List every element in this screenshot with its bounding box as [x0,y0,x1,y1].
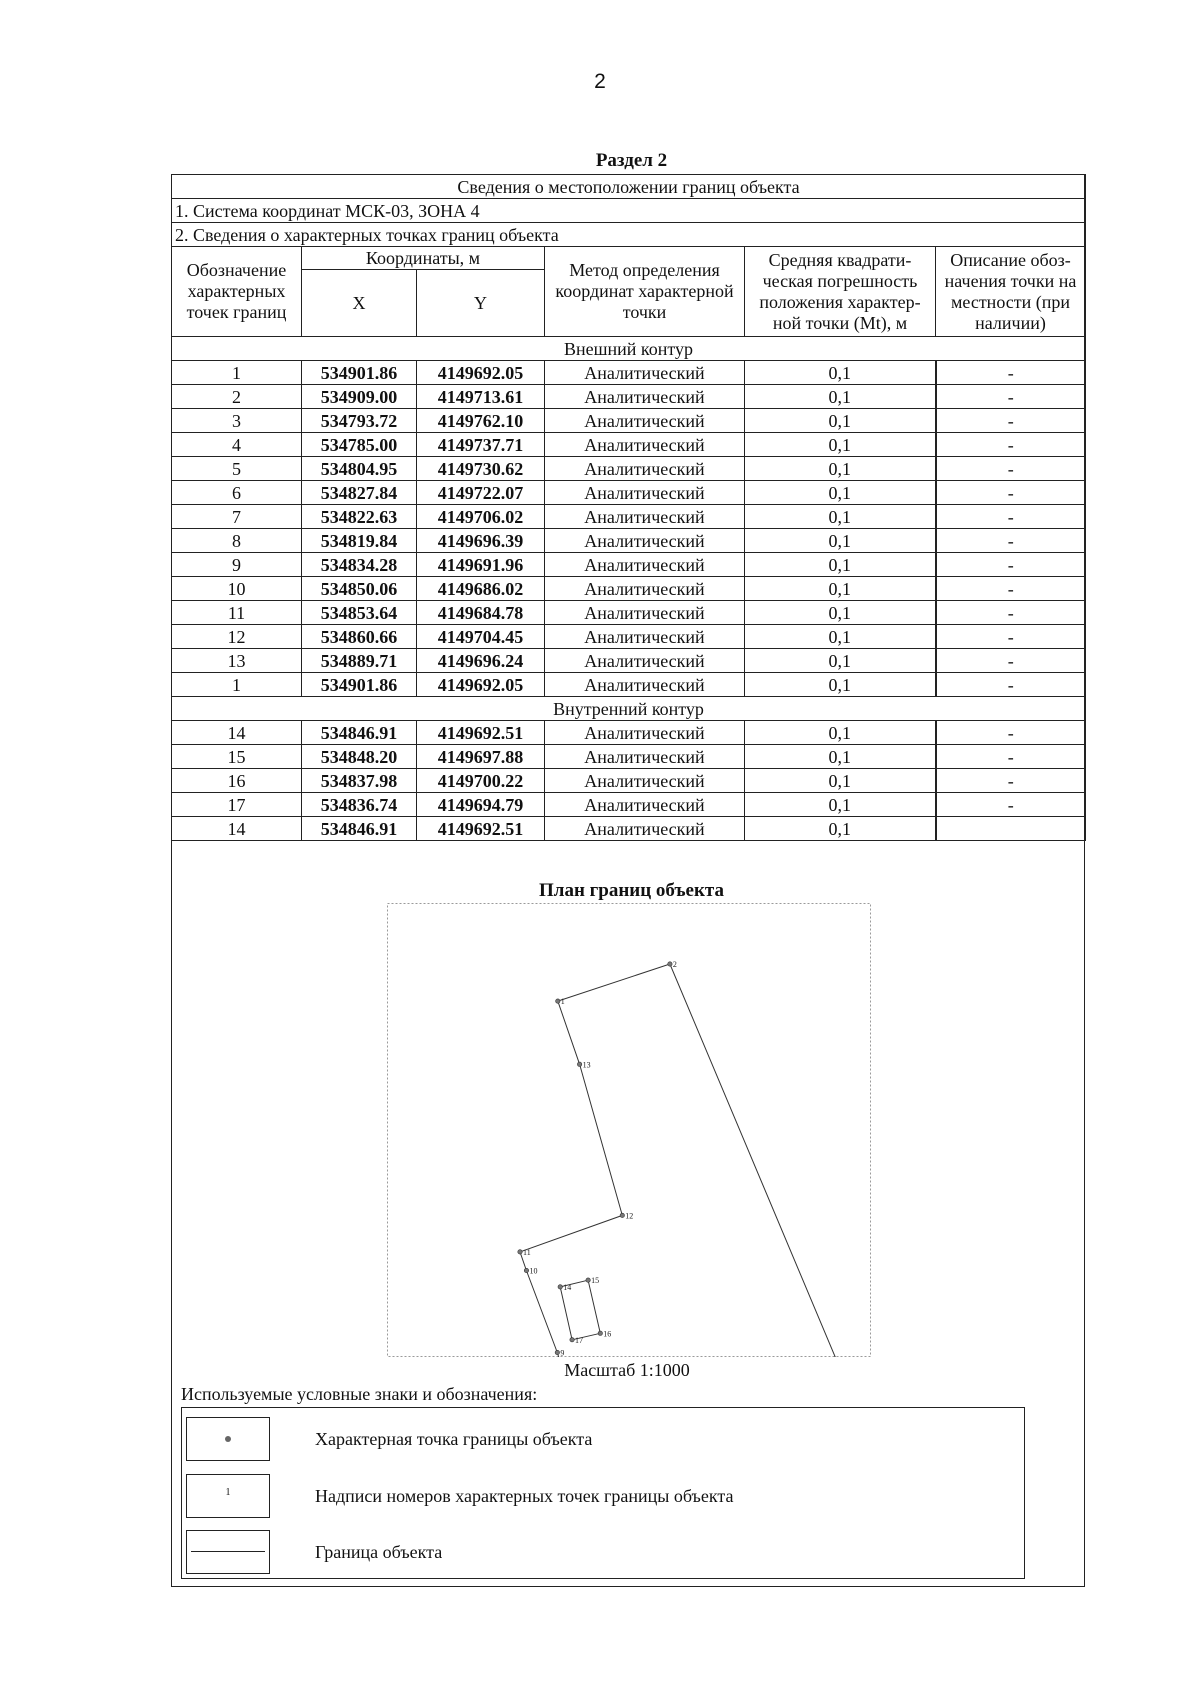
table-row [172,793,1086,817]
accuracy-cell: 0,1 [745,529,936,553]
point-number-cell: 6 [172,481,302,505]
header-designation: Обозначение характерных точек границ [172,247,302,337]
boundary-point-marker [518,1250,522,1254]
y-coord-cell: 4149692.05 [417,673,545,697]
x-coord-cell: 534836.74 [302,793,417,817]
table-row [172,721,1086,745]
legend [181,1407,1025,1579]
method-cell: Аналитический [545,817,745,841]
description-cell: - [936,529,1086,553]
table-title-row [172,175,1086,199]
table-row [172,481,1086,505]
inner-contour [558,1276,611,1345]
point-number-cell: 4 [172,433,302,457]
description-cell [936,817,1086,841]
table-row [172,385,1086,409]
point-number-cell: 12 [172,625,302,649]
y-coord-cell: 4149686.02 [417,577,545,601]
point-number-cell: 14 [172,817,302,841]
boundary-point-marker [524,1268,528,1272]
method-cell: Аналитический [545,673,745,697]
x-coord-cell: 534846.91 [302,817,417,841]
table-row [172,745,1086,769]
boundary-point-marker [555,1350,559,1354]
table-row [172,553,1086,577]
point-marker-icon [225,1436,231,1442]
method-cell: Аналитический [545,457,745,481]
accuracy-cell: 0,1 [745,385,936,409]
y-coord-cell: 4149684.78 [417,601,545,625]
boundary-point-marker [558,1285,562,1289]
x-coord-cell: 534837.98 [302,769,417,793]
legend-label-box [186,1474,270,1518]
accuracy-cell: 0,1 [745,649,936,673]
point-number-cell: 5 [172,457,302,481]
method-cell: Аналитический [545,625,745,649]
x-coord-cell: 534846.91 [302,721,417,745]
y-coord-cell: 4149730.62 [417,457,545,481]
description-cell: - [936,625,1086,649]
description-cell: - [936,409,1086,433]
legend-line-box [186,1530,270,1574]
y-coord-cell: 4149692.05 [417,361,545,385]
points-caption: 2. Сведения о характерных точках границ объекта [172,223,1086,247]
method-cell: Аналитический [545,361,745,385]
method-cell: Аналитический [545,481,745,505]
point-label: 10 [529,1266,538,1276]
table-row [172,457,1086,481]
y-coord-cell: 4149696.24 [417,649,545,673]
description-cell: - [936,433,1086,457]
legend-line-text: Граница объекта [315,1542,443,1562]
outer-contour [518,960,871,1357]
header-coords: Координаты, м [302,247,545,270]
accuracy-cell: 0,1 [745,793,936,817]
x-coord-cell: 534901.86 [302,673,417,697]
table-row [172,769,1086,793]
point-number-cell: 9 [172,553,302,577]
table-row [172,577,1086,601]
point-number-cell: 17 [172,793,302,817]
point-number-cell: 11 [172,601,302,625]
y-coord-cell: 4149694.79 [417,793,545,817]
method-cell: Аналитический [545,721,745,745]
accuracy-cell: 0,1 [745,481,936,505]
method-cell: Аналитический [545,601,745,625]
legend-label-text: Надписи номеров характерных точек границы объекта [315,1486,734,1506]
method-cell: Аналитический [545,385,745,409]
method-cell: Аналитический [545,553,745,577]
point-label: 15 [591,1276,600,1286]
point-number-cell: 14 [172,721,302,745]
y-coord-cell: 4149692.51 [417,817,545,841]
outer-contour-label: Внешний контур [172,337,1086,361]
table-row [172,817,1086,841]
header-row-1 [172,247,1086,270]
legend-point-text: Характерная точка границы объекта [315,1429,593,1449]
table-row [172,673,1086,697]
point-number-cell: 16 [172,769,302,793]
accuracy-cell: 0,1 [745,457,936,481]
method-cell: Аналитический [545,529,745,553]
boundary-point-marker [577,1062,581,1066]
accuracy-cell: 0,1 [745,409,936,433]
method-cell: Аналитический [545,433,745,457]
point-number-cell: 1 [172,673,302,697]
x-coord-cell: 534850.06 [302,577,417,601]
point-label: 17 [575,1335,584,1345]
point-number-cell: 10 [172,577,302,601]
table-row [172,601,1086,625]
point-number-cell: 1 [172,361,302,385]
y-coord-cell: 4149704.45 [417,625,545,649]
description-cell: - [936,553,1086,577]
point-number-cell: 13 [172,649,302,673]
description-cell: - [936,673,1086,697]
point-number-cell: 8 [172,529,302,553]
x-coord-cell: 534860.66 [302,625,417,649]
header-accuracy: Средняя квадрати-ческая погрешность положения характер-ной точки (Mt), м [745,247,936,337]
description-cell: - [936,505,1086,529]
x-coord-cell: 534909.00 [302,385,417,409]
x-coord-cell: 534834.28 [302,553,417,577]
y-coord-cell: 4149762.10 [417,409,545,433]
inner-contour-label: Внутренний контур [172,697,1086,721]
accuracy-cell: 0,1 [745,433,936,457]
y-coord-cell: 4149700.22 [417,769,545,793]
point-label: 13 [582,1060,591,1070]
point-number-cell: 2 [172,385,302,409]
x-coord-cell: 534853.64 [302,601,417,625]
point-label: 12 [625,1211,634,1221]
x-coord-cell: 534889.71 [302,649,417,673]
y-coord-cell: 4149737.71 [417,433,545,457]
description-cell: - [936,577,1086,601]
table-row [172,409,1086,433]
boundary-line-icon [191,1551,265,1552]
accuracy-cell: 0,1 [745,721,936,745]
header-y: Y [417,270,545,337]
y-coord-cell: 4149706.02 [417,505,545,529]
accuracy-cell: 0,1 [745,625,936,649]
point-label: 9 [560,1348,565,1357]
point-number-cell: 7 [172,505,302,529]
coord-system-row [172,199,1086,223]
inner-contour-row [172,697,1086,721]
x-coord-cell: 534793.72 [302,409,417,433]
plan-title: План границ объекта [539,880,724,901]
accuracy-cell: 0,1 [745,745,936,769]
accuracy-cell: 0,1 [745,553,936,577]
boundary-point-marker [598,1331,602,1335]
x-coord-cell: 534822.63 [302,505,417,529]
description-cell: - [936,745,1086,769]
description-cell: - [936,385,1086,409]
page-number: 2 [594,70,606,93]
boundary-point-marker [620,1213,624,1217]
coord-system: 1. Система координат МСК-03, ЗОНА 4 [172,199,1086,223]
table-row [172,649,1086,673]
x-coord-cell: 534901.86 [302,361,417,385]
table-row [172,505,1086,529]
x-coord-cell: 534848.20 [302,745,417,769]
plan-frame [388,904,871,1357]
legend-title: Используемые условные знаки и обозначения: [181,1384,538,1404]
header-method: Метод определения координат характерной точки [545,247,745,337]
outer-contour-row [172,337,1086,361]
x-coord-cell: 534819.84 [302,529,417,553]
point-label: 2 [672,960,677,969]
x-coord-cell: 534785.00 [302,433,417,457]
table-title: Сведения о местоположении границ объекта [172,175,1086,199]
table-row [172,625,1086,649]
accuracy-cell: 0,1 [745,601,936,625]
boundary-plan [387,903,871,1357]
description-cell: - [936,361,1086,385]
section-title: Раздел 2 [595,150,668,171]
y-coord-cell: 4149691.96 [417,553,545,577]
method-cell: Аналитический [545,745,745,769]
accuracy-cell: 0,1 [745,673,936,697]
method-cell: Аналитический [545,577,745,601]
legend-point-box [186,1417,270,1461]
x-coord-cell: 534827.84 [302,481,417,505]
header-description: Описание обоз-начения точки на местности (при наличии) [936,247,1086,337]
accuracy-cell: 0,1 [745,817,936,841]
point-label: 1 [560,997,565,1007]
description-cell: - [936,649,1086,673]
accuracy-cell: 0,1 [745,769,936,793]
description-cell: - [936,721,1086,745]
description-cell: - [936,793,1086,817]
boundary-point-marker [668,962,672,966]
y-coord-cell: 4149696.39 [417,529,545,553]
table-row [172,529,1086,553]
accuracy-cell: 0,1 [745,505,936,529]
description-cell: - [936,601,1086,625]
point-number-cell: 3 [172,409,302,433]
boundary-point-marker [556,999,560,1003]
method-cell: Аналитический [545,505,745,529]
point-label: 16 [603,1329,612,1339]
description-cell: - [936,457,1086,481]
boundary-point-marker [586,1278,590,1282]
method-cell: Аналитический [545,793,745,817]
y-coord-cell: 4149713.61 [417,385,545,409]
table-row [172,433,1086,457]
point-label: 14 [563,1282,572,1292]
y-coord-cell: 4149697.88 [417,745,545,769]
boundary-point-marker [570,1338,574,1342]
accuracy-cell: 0,1 [745,361,936,385]
legend-label-sample: 1 [225,1487,231,1498]
y-coord-cell: 4149692.51 [417,721,545,745]
header-x: X [302,270,417,337]
points-caption-row [172,223,1086,247]
method-cell: Аналитический [545,769,745,793]
accuracy-cell: 0,1 [745,577,936,601]
description-cell: - [936,769,1086,793]
table-row [172,361,1086,385]
point-label: 11 [523,1247,531,1257]
x-coord-cell: 534804.95 [302,457,417,481]
outer-boundary-line [520,964,871,1357]
point-number-cell: 15 [172,745,302,769]
method-cell: Аналитический [545,409,745,433]
plan-scale: Масштаб 1:1000 [564,1360,690,1380]
method-cell: Аналитический [545,649,745,673]
coordinates-table [171,174,1086,841]
y-coord-cell: 4149722.07 [417,481,545,505]
description-cell: - [936,481,1086,505]
